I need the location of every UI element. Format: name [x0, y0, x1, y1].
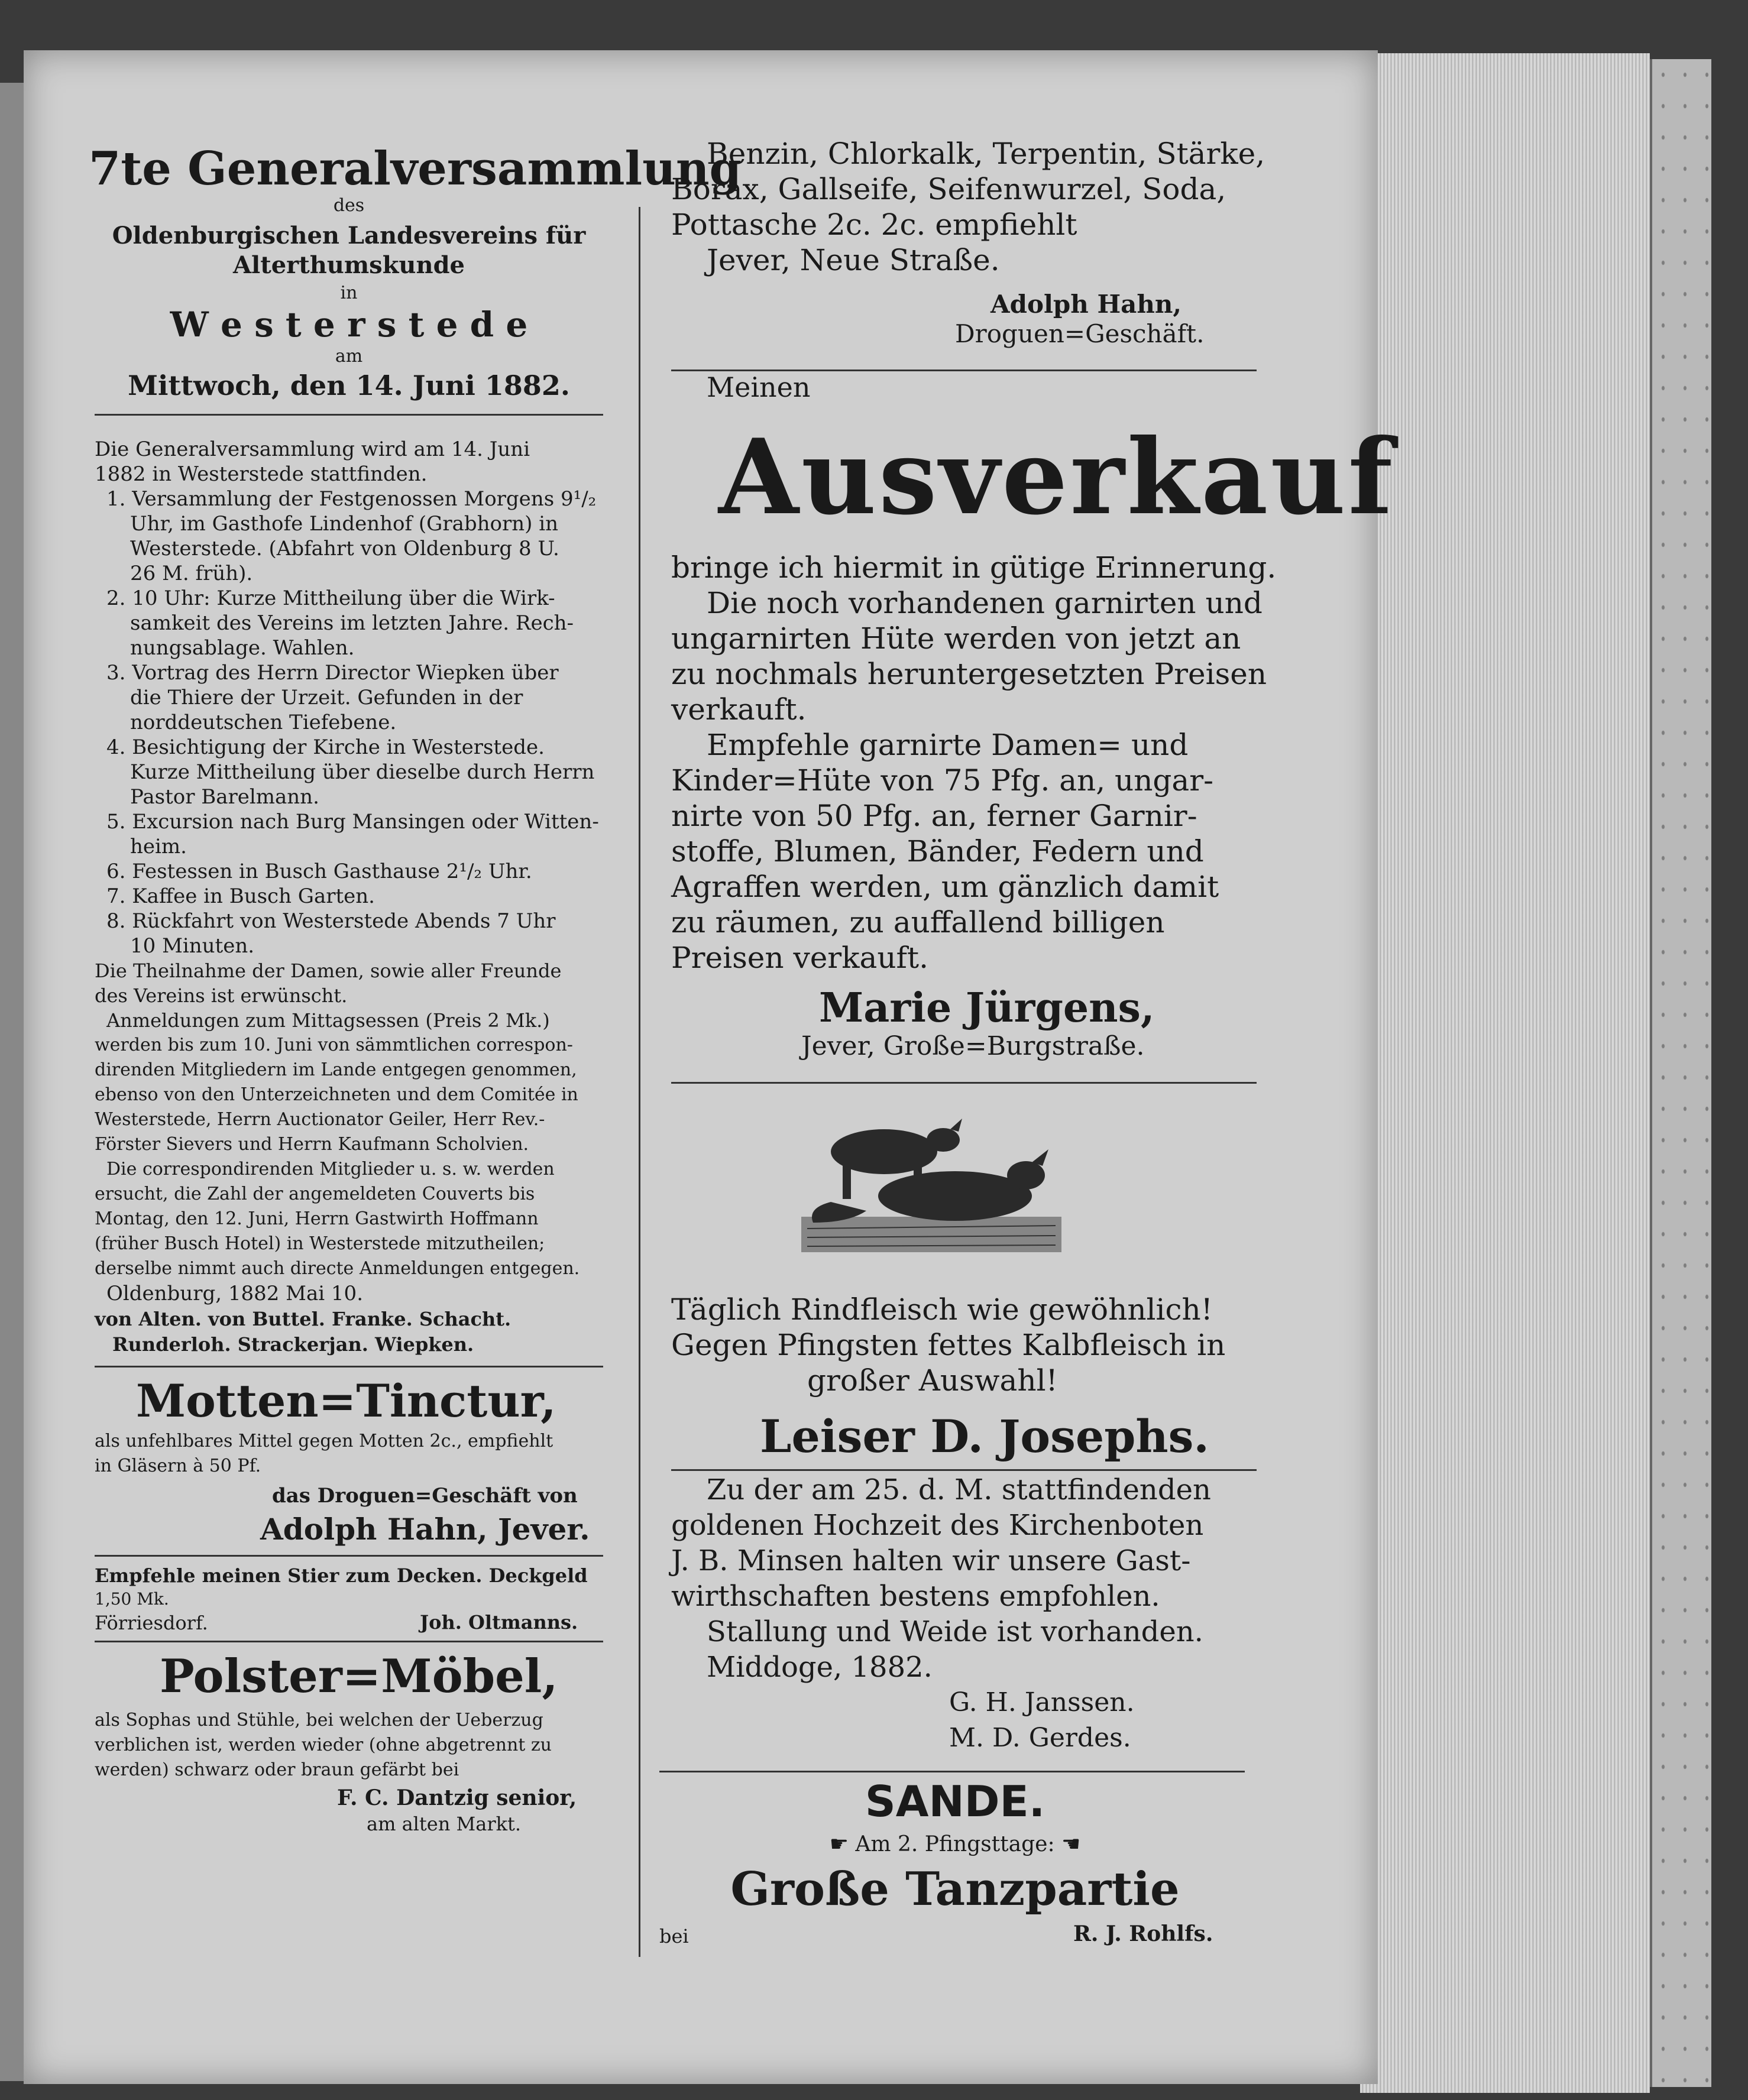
para-line: direnden Mitgliedern im Lande entgegen genommen, [95, 1059, 577, 1080]
place-name: W e s t e r s t e d e [170, 304, 528, 345]
hahn-line: Jever, Neue Straße. [707, 243, 1000, 277]
motten-signature: Adolph Hahn, Jever. [260, 1512, 590, 1547]
marie-signature: Marie Jürgens, [819, 984, 1155, 1032]
hahn-signature: Adolph Hahn, [990, 290, 1182, 319]
stier-signature: Joh. Oltmanns. [420, 1611, 578, 1634]
hochzeit-line: goldenen Hochzeit des Kirchenboten [671, 1509, 1204, 1542]
program-item: 8. Rückfahrt von Westerstede Abends 7 Uhr [106, 909, 556, 933]
pfingsttage-line: ☛ Am 2. Pfingsttage: ☚ [829, 1832, 1081, 1856]
in-label: in [340, 283, 358, 303]
column-divider [639, 207, 640, 1957]
fleisch-line: großer Auswahl! [807, 1363, 1058, 1398]
hahn-line: Borax, Gallseife, Seifenwurzel, Soda, [671, 172, 1226, 206]
program-item: Kurze Mittheilung über dieselbe durch Herrn [130, 760, 595, 784]
intro-line-2: 1882 in Westerstede stattfinden. [95, 462, 428, 486]
ausverkauf-line: ungarnirten Hüte werden von jetzt an [671, 621, 1241, 656]
para-line: Oldenburg, 1882 Mai 10. [106, 1282, 363, 1305]
divider [95, 1366, 603, 1367]
ausverkauf-line: stoffe, Blumen, Bänder, Federn und [671, 834, 1204, 868]
org-name-2: Alterthumskunde [232, 251, 465, 279]
ausverkauf-line: Die noch vorhandenen garnirten und [707, 586, 1263, 620]
ausverkauf-line: Empfehle garnirte Damen= und [707, 728, 1189, 762]
hochzeit-signer-2: M. D. Gerdes. [949, 1723, 1131, 1753]
para-line: Die Theilnahme der Damen, sowie aller Freunde [95, 960, 562, 982]
des-label: des [333, 195, 365, 216]
polster-line: verblichen ist, werden wieder (ohne abgetrennt zu [95, 1735, 552, 1755]
program-item: Uhr, im Gasthofe Lindenhof (Grabhorn) in [130, 512, 558, 536]
ausverkauf-line: Kinder=Hüte von 75 Pfg. an, ungar- [671, 763, 1214, 798]
polster-address: am alten Markt. [367, 1813, 522, 1835]
stier-place: Förriesdorf. [95, 1612, 208, 1634]
motten-line: in Gläsern à 50 Pf. [95, 1456, 261, 1476]
hochzeit-line: wirthschaften bestens empfohlen. [671, 1580, 1160, 1613]
para-line: Die correspondirenden Mitglieder u. s. w. werden [106, 1159, 555, 1179]
motten-title: Motten=Tinctur, [136, 1375, 556, 1427]
cattle-woodcut-illustration [795, 1104, 1067, 1258]
divider [671, 1469, 1257, 1471]
motten-line: als unfehlbares Mittel gegen Motten 2c., empfiehlt [95, 1431, 553, 1451]
intro-line-1: Die Generalversammlung wird am 14. Juni [95, 438, 530, 461]
para-line: ersucht, die Zahl der angemeldeten Couverts bis [95, 1184, 535, 1204]
sande-heading: SANDE. [865, 1777, 1045, 1826]
hochzeit-signer-1: G. H. Janssen. [949, 1687, 1135, 1717]
ausverkauf-heading: Ausverkauf [718, 417, 1395, 538]
hochzeit-line: Zu der am 25. d. M. stattfindenden [707, 1473, 1211, 1506]
para-line: des Vereins ist erwünscht. [95, 984, 348, 1007]
ausverkauf-line: nirte von 50 Pfg. an, ferner Garnir- [671, 799, 1197, 833]
rohlfs-signature: R. J. Rohlfs. [1073, 1921, 1213, 1946]
stier-line: 1,50 Mk. [95, 1589, 169, 1609]
program-item: die Thiere der Urzeit. Gefunden in der [130, 686, 523, 709]
left-page-edge [0, 83, 27, 2081]
signers-line-1: von Alten. von Buttel. Franke. Schacht. [95, 1308, 512, 1330]
am-label: am [335, 346, 363, 367]
ausverkauf-line: bringe ich hiermit in gütige Erinnerung. [671, 550, 1277, 585]
meeting-date: Mittwoch, den 14. Juni 1882. [128, 370, 570, 401]
divider [95, 1641, 603, 1642]
divider [659, 1771, 1245, 1772]
fleisch-line: Gegen Pfingsten fettes Kalbfleisch in [671, 1328, 1226, 1362]
book-page-edges [1360, 53, 1650, 2093]
divider [95, 414, 603, 416]
para-line: Westerstede, Herrn Auctionator Geiler, Herr Rev.- [95, 1109, 545, 1130]
program-item: 10 Minuten. [130, 934, 255, 958]
para-line: Förster Sievers und Herrn Kaufmann Scholvien. [95, 1134, 529, 1155]
para-line: werden bis zum 10. Juni von sämmtlichen correspon- [95, 1035, 573, 1055]
generalversammlung-title: 7te Generalversammlung [89, 142, 742, 196]
hochzeit-line: Stallung und Weide ist vorhanden. [707, 1615, 1203, 1648]
polster-title: Polster=Möbel, [160, 1649, 558, 1703]
polster-line: werden) schwarz oder braun gefärbt bei [95, 1759, 459, 1780]
program-item: Pastor Barelmann. [130, 785, 319, 809]
hochzeit-line: Middoge, 1882. [707, 1651, 933, 1684]
signers-line-2: Runderloh. Strackerjan. Wiepken. [112, 1333, 474, 1356]
ausverkauf-line: zu räumen, zu auffallend billigen [671, 905, 1165, 939]
program-item: heim. [130, 835, 187, 858]
marie-address: Jever, Große=Burgstraße. [801, 1031, 1145, 1061]
fleisch-line: Täglich Rindfleisch wie gewöhnlich! [671, 1292, 1213, 1327]
program-item: norddeutschen Tiefebene. [130, 711, 397, 734]
stier-line: Empfehle meinen Stier zum Decken. Deckgeld [95, 1564, 588, 1587]
program-item: 2. 10 Uhr: Kurze Mittheilung über die Wirk- [106, 586, 555, 610]
program-item: 4. Besichtigung der Kirche in Westerstede. [106, 735, 545, 759]
para-line: ebenso von den Unterzeichneten und dem Comitée in [95, 1084, 578, 1105]
hochzeit-line: J. B. Minsen halten wir unsere Gast- [671, 1544, 1191, 1577]
program-item: samkeit des Vereins im letzten Jahre. Rech- [130, 611, 574, 635]
tanzpartie-heading: Große Tanzpartie [730, 1862, 1180, 1916]
ausverkauf-line: Agraffen werden, um gänzlich damit [671, 870, 1219, 904]
ausverkauf-line: verkauft. [671, 692, 807, 727]
newspaper-page [24, 50, 1395, 2084]
ausverkauf-line: Preisen verkauft. [671, 941, 929, 975]
motten-from: das Droguen=Geschäft von [272, 1484, 578, 1508]
leiser-signature: Leiser D. Josephs. [760, 1410, 1209, 1463]
hahn-line: Benzin, Chlorkalk, Terpentin, Stärke, [707, 137, 1265, 171]
program-item: 1. Versammlung der Festgenossen Morgens 9¹/₂ [106, 487, 597, 511]
program-item: Westerstede. (Abfahrt von Oldenburg 8 U. [130, 537, 559, 560]
polster-signature: F. C. Dantzig senior, [337, 1785, 577, 1810]
program-item: nungsablage. Wahlen. [130, 636, 355, 660]
divider [95, 1555, 603, 1557]
program-item: 5. Excursion nach Burg Mansingen oder Witten- [106, 810, 599, 834]
book-cover [1650, 59, 1711, 2087]
program-item: 7. Kaffee in Busch Garten. [106, 884, 375, 908]
org-name: Oldenburgischen Landesvereins für [112, 222, 586, 249]
divider [671, 1082, 1257, 1084]
program-item: 26 M. früh). [130, 562, 253, 585]
program-item: 3. Vortrag des Herrn Director Wiepken über [106, 661, 559, 685]
polster-line: als Sophas und Stühle, bei welchen der Ueberzug [95, 1710, 543, 1730]
para-line: Montag, den 12. Juni, Herrn Gastwirth Hoffmann [95, 1208, 539, 1229]
meinen-label: Meinen [707, 371, 811, 403]
program-item: 6. Festessen in Busch Gasthause 2¹/₂ Uhr. [106, 860, 532, 883]
para-line: (früher Busch Hotel) in Westerstede mitzutheilen; [95, 1233, 545, 1254]
para-line: derselbe nimmt auch directe Anmeldungen entgegen. [95, 1258, 580, 1279]
para-line: Anmeldungen zum Mittagsessen (Preis 2 Mk.) [106, 1009, 550, 1032]
hahn-business: Droguen=Geschäft. [955, 319, 1205, 348]
hahn-line: Pottasche 2c. 2c. empfiehlt [671, 208, 1077, 242]
ausverkauf-line: zu nochmals heruntergesetzten Preisen [671, 657, 1267, 691]
bei-label: bei [659, 1925, 689, 1947]
